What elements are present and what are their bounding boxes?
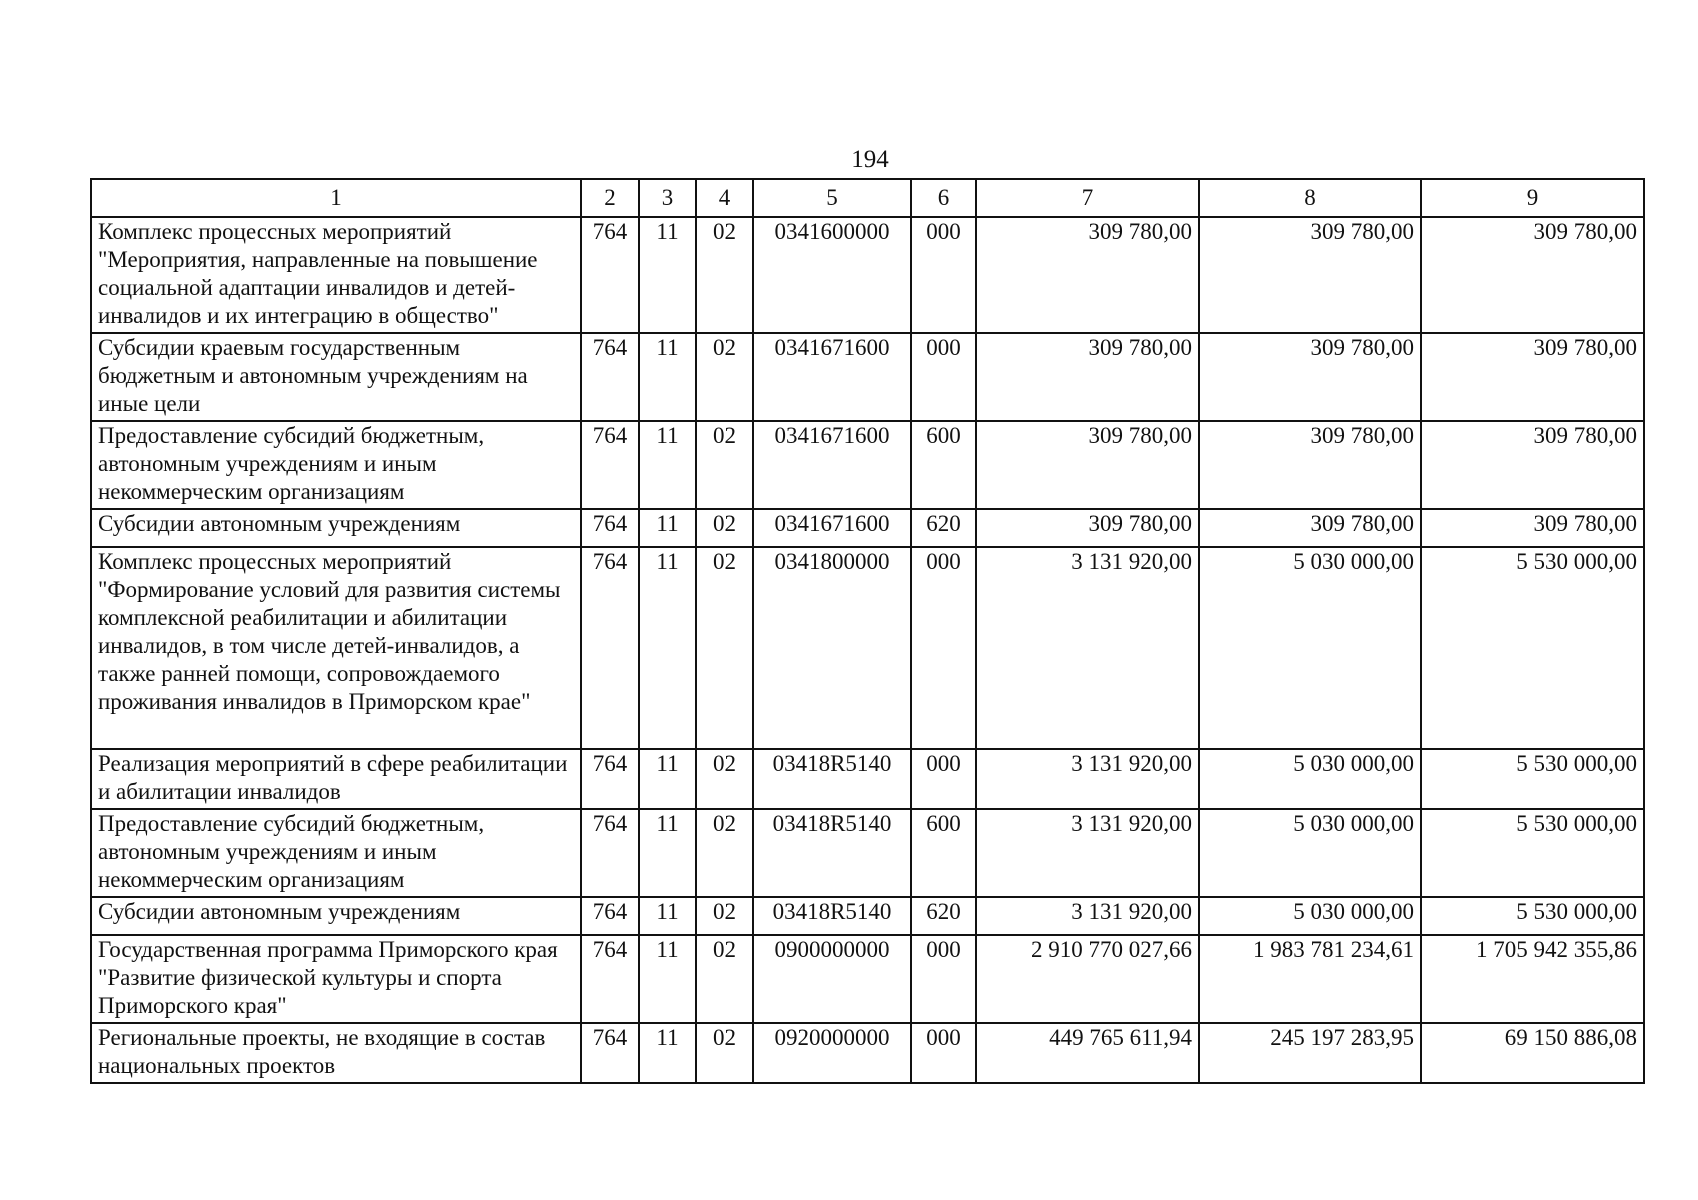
expense-type-code: 600	[911, 421, 976, 509]
expense-type-code: 600	[911, 809, 976, 897]
item-name: Предоставление субсидий бюджетным, автономным учреждениям и иным некоммерческим организациям	[91, 421, 581, 509]
amount-col-9: 309 780,00	[1421, 333, 1644, 421]
table-row	[91, 217, 1644, 333]
section-code: 11	[639, 217, 696, 333]
target-article-code: 0341800000	[753, 547, 911, 749]
ministry-code: 764	[581, 809, 639, 897]
table-row	[91, 509, 1644, 547]
table-row	[91, 897, 1644, 935]
budget-table	[90, 178, 1645, 1084]
column-header: 2	[581, 179, 639, 217]
section-code: 11	[639, 749, 696, 809]
ministry-code: 764	[581, 333, 639, 421]
amount-col-8: 309 780,00	[1199, 217, 1421, 333]
column-header: 8	[1199, 179, 1421, 217]
subsection-code: 02	[696, 333, 753, 421]
expense-type-code: 000	[911, 1023, 976, 1083]
column-header: 4	[696, 179, 753, 217]
amount-col-8: 5 030 000,00	[1199, 547, 1421, 749]
target-article-code: 03418R5140	[753, 809, 911, 897]
subsection-code: 02	[696, 1023, 753, 1083]
table-row	[91, 1023, 1644, 1083]
ministry-code: 764	[581, 547, 639, 749]
amount-col-9: 69 150 886,08	[1421, 1023, 1644, 1083]
ministry-code: 764	[581, 421, 639, 509]
amount-col-7: 2 910 770 027,66	[976, 935, 1199, 1023]
section-code: 11	[639, 935, 696, 1023]
target-article-code: 0341671600	[753, 421, 911, 509]
header-row	[91, 179, 1644, 217]
ministry-code: 764	[581, 897, 639, 935]
amount-col-8: 1 983 781 234,61	[1199, 935, 1421, 1023]
subsection-code: 02	[696, 749, 753, 809]
target-article-code: 03418R5140	[753, 897, 911, 935]
expense-type-code: 000	[911, 935, 976, 1023]
amount-col-7: 3 131 920,00	[976, 809, 1199, 897]
column-header: 1	[91, 179, 581, 217]
expense-type-code: 620	[911, 897, 976, 935]
amount-col-7: 449 765 611,94	[976, 1023, 1199, 1083]
target-article-code: 03418R5140	[753, 749, 911, 809]
section-code: 11	[639, 547, 696, 749]
item-name: Субсидии автономным учреждениям	[91, 897, 581, 935]
subsection-code: 02	[696, 809, 753, 897]
amount-col-9: 1 705 942 355,86	[1421, 935, 1644, 1023]
table-row	[91, 809, 1644, 897]
amount-col-7: 309 780,00	[976, 421, 1199, 509]
amount-col-8: 245 197 283,95	[1199, 1023, 1421, 1083]
ministry-code: 764	[581, 749, 639, 809]
amount-col-9: 309 780,00	[1421, 217, 1644, 333]
amount-col-7: 3 131 920,00	[976, 749, 1199, 809]
amount-col-9: 309 780,00	[1421, 509, 1644, 547]
ministry-code: 764	[581, 935, 639, 1023]
section-code: 11	[639, 1023, 696, 1083]
ministry-code: 764	[581, 509, 639, 547]
amount-col-7: 309 780,00	[976, 217, 1199, 333]
item-name: Субсидии автономным учреждениям	[91, 509, 581, 547]
column-header: 9	[1421, 179, 1644, 217]
amount-col-7: 309 780,00	[976, 509, 1199, 547]
page-number: 194	[851, 146, 889, 173]
expense-type-code: 000	[911, 333, 976, 421]
table-row	[91, 547, 1644, 749]
target-article-code: 0900000000	[753, 935, 911, 1023]
amount-col-8: 309 780,00	[1199, 509, 1421, 547]
expense-type-code: 000	[911, 749, 976, 809]
table-row	[91, 421, 1644, 509]
section-code: 11	[639, 509, 696, 547]
table-row	[91, 333, 1644, 421]
section-code: 11	[639, 421, 696, 509]
amount-col-7: 3 131 920,00	[976, 897, 1199, 935]
item-name: Государственная программа Приморского края "Развитие физической культуры и спорта Приморского края"	[91, 935, 581, 1023]
section-code: 11	[639, 333, 696, 421]
expense-type-code: 000	[911, 217, 976, 333]
ministry-code: 764	[581, 217, 639, 333]
expense-type-code: 000	[911, 547, 976, 749]
subsection-code: 02	[696, 935, 753, 1023]
amount-col-9: 5 530 000,00	[1421, 897, 1644, 935]
item-name: Субсидии краевым государственным бюджетным и автономным учреждениям на иные цели	[91, 333, 581, 421]
amount-col-8: 309 780,00	[1199, 333, 1421, 421]
section-code: 11	[639, 897, 696, 935]
amount-col-8: 5 030 000,00	[1199, 809, 1421, 897]
subsection-code: 02	[696, 421, 753, 509]
target-article-code: 0341600000	[753, 217, 911, 333]
column-header: 5	[753, 179, 911, 217]
amount-col-9: 309 780,00	[1421, 421, 1644, 509]
item-name: Региональные проекты, не входящие в состав национальных проектов	[91, 1023, 581, 1083]
column-header: 3	[639, 179, 696, 217]
amount-col-8: 5 030 000,00	[1199, 897, 1421, 935]
target-article-code: 0341671600	[753, 333, 911, 421]
item-name: Комплекс процессных мероприятий "Мероприятия, направленные на повышение социальной адаптации инвалидов и детей-инвалидов и их интеграцию в общество"	[91, 217, 581, 333]
amount-col-7: 309 780,00	[976, 333, 1199, 421]
column-header: 7	[976, 179, 1199, 217]
target-article-code: 0341671600	[753, 509, 911, 547]
item-name: Реализация мероприятий в сфере реабилитации и абилитации инвалидов	[91, 749, 581, 809]
item-name: Комплекс процессных мероприятий "Формирование условий для развития системы комплексной реабилитации и абилитации инвалидов, в том числе детей-инвалидов, а также ранней помощи, сопровождаемого проживания инвалидов в Приморском крае"	[91, 547, 581, 749]
table-row	[91, 935, 1644, 1023]
table-row	[91, 749, 1644, 809]
subsection-code: 02	[696, 547, 753, 749]
subsection-code: 02	[696, 897, 753, 935]
section-code: 11	[639, 809, 696, 897]
amount-col-9: 5 530 000,00	[1421, 809, 1644, 897]
subsection-code: 02	[696, 509, 753, 547]
amount-col-7: 3 131 920,00	[976, 547, 1199, 749]
amount-col-8: 5 030 000,00	[1199, 749, 1421, 809]
subsection-code: 02	[696, 217, 753, 333]
ministry-code: 764	[581, 1023, 639, 1083]
amount-col-8: 309 780,00	[1199, 421, 1421, 509]
amount-col-9: 5 530 000,00	[1421, 547, 1644, 749]
amount-col-9: 5 530 000,00	[1421, 749, 1644, 809]
target-article-code: 0920000000	[753, 1023, 911, 1083]
expense-type-code: 620	[911, 509, 976, 547]
column-header: 6	[911, 179, 976, 217]
item-name: Предоставление субсидий бюджетным, автономным учреждениям и иным некоммерческим организациям	[91, 809, 581, 897]
